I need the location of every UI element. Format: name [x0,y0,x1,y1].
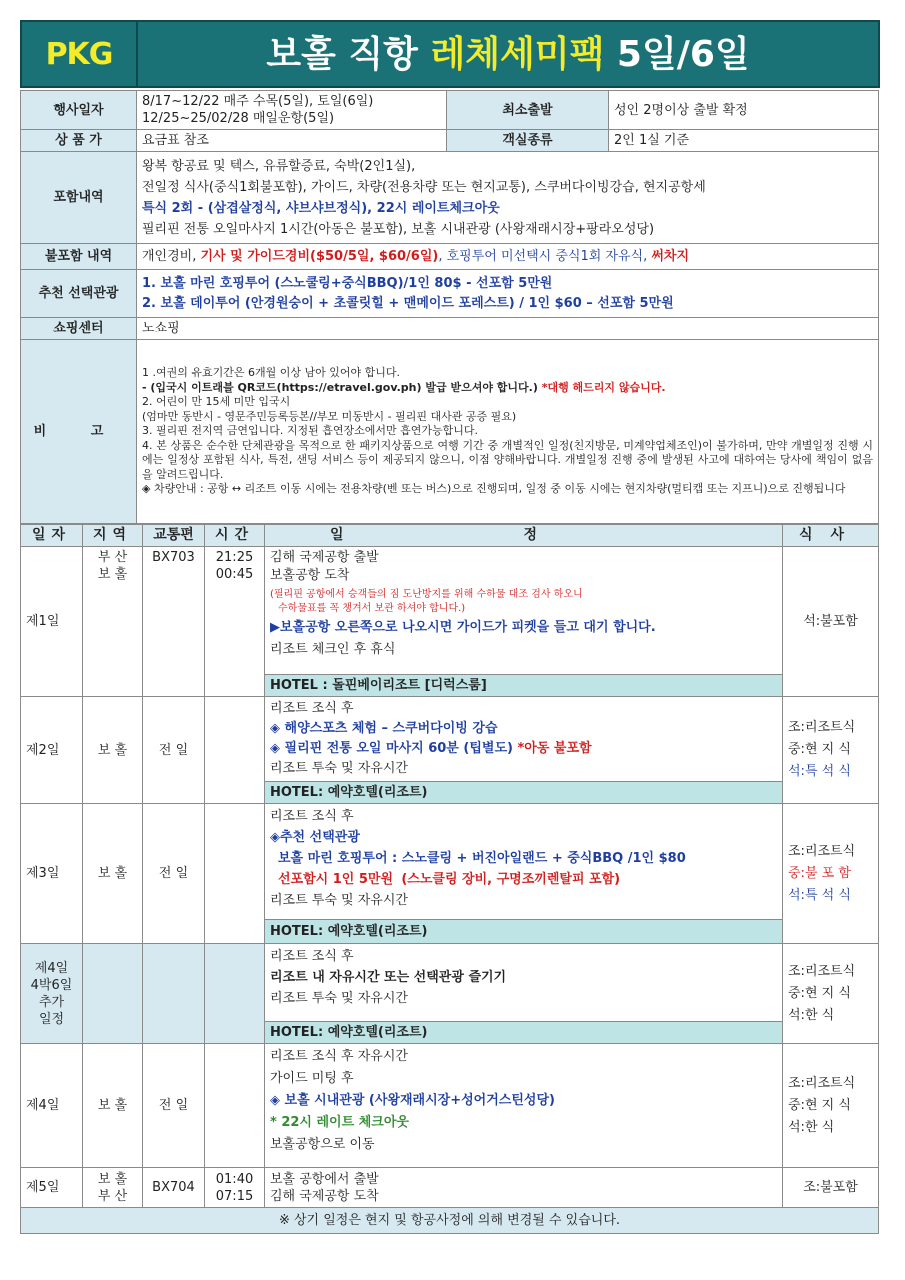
info-table [20,90,879,524]
day3-line-3: 보홀 마린 호핑투어 : 스노클링 + 버진아일랜드 + 중식BBQ /1인 $80 [278,851,686,866]
shopping-value: 노쇼핑 [137,318,879,340]
day4x-breakfast: 조:리조트식 [788,963,856,979]
optional-tour-2: 2. 보홀 데이투어 (안경원숭이 + 초콜릿힐 + 맨메이드 포레스트) / 1인 $60 – 선포함 5만원 [142,295,674,311]
col-day: 일자 [21,525,83,547]
day3-meal [783,804,879,944]
day1-line-6: 리조트 체크인 후 휴식 [270,642,396,657]
day2-label: 제2일 [21,697,83,804]
day1-region-from: 부 산 [97,550,128,565]
note-passport: 1 .여권의 유효기간은 6개월 이상 남아 있어야 합니다. [142,366,400,380]
day4-breakfast: 조:리조트식 [788,1075,856,1091]
day2-hotel: HOTEL: 예약호텔(리조트) [265,782,783,804]
note-vehicle: ◈ 차량안내 : 공항 ↔ 리조트 이동 시에는 전용차량(벤 또는 버스)으로 진행되며, 일정 중 이동 시에는 현지차량(멀티캡 또는 지프니)으로 진행됩니다 [142,482,846,496]
day2-line-4: 리조트 투숙 및 자유시간 [270,761,408,776]
day5-flight: BX704 [143,1168,205,1208]
day4x-dinner: 석:한 식 [788,1007,835,1023]
shopping-label: 쇼핑센터 [21,318,137,340]
excluded-personal: 개인경비, [142,249,201,264]
optional-tour-1: 1. 보홀 마린 호핑투어 (스노쿨링+중식BBQ)/1인 80$ - 선포함 5만원 [142,275,553,291]
page-title [137,21,879,87]
day4-label: 제4일 [21,1044,83,1168]
included-line-4: 필리핀 전통 오일마사지 1시간(아동은 불포함), 보홀 시내관광 (사왕재래시장+팡라오성당) [142,221,655,237]
day1-line-2: 보홀공항 도착 [270,568,350,583]
day3-hotel: HOTEL: 예약호텔(리조트) [265,920,783,944]
day4-transport: 전 일 [143,1044,205,1168]
col-meal: 식사 [783,525,879,547]
included-line-2: 전일정 식사(중식1회불포함), 가이드, 차량(전용차량 또는 현지교통), 스쿠버다이빙강습, 현지공항세 [142,179,706,195]
day2-child-note: *아동 불포함 [517,741,592,756]
day3-dinner: 석:특 석 식 [788,887,851,903]
day5-region-from: 보 홀 [97,1171,128,1187]
excluded-value [137,244,879,270]
day3-label: 제3일 [21,804,83,944]
included-line-3: 특식 2회 - (삼겹살정식, 샤브샤브정식), 22시 레이트체크아웃 [142,200,500,216]
col-region: 지역 [83,525,143,547]
day3-prepay: 선포함시 1인 5만원 [278,872,394,887]
included-line-1: 왕복 항공료 및 텍스, 유류할증료, 숙박(2인1실), [142,158,416,174]
day1-time-depart: 21:25 [215,550,254,565]
notes-label: 비 고 [21,340,137,524]
notes-value [137,340,879,524]
day4-meal [783,1044,879,1168]
day4-dinner: 석:한 식 [788,1119,835,1135]
dates-line-1: 8/17~12/22 매주 수목(5일), 토일(6일) [142,94,374,109]
note-smoking: 3. 필리핀 전지역 금연입니다. 지정된 흡연장소에서만 흡연가능합니다. [142,424,478,438]
price-value: 요금표 참조 [137,130,447,152]
day4x-line-1: 리조트 조식 후 [270,949,354,964]
header-table [20,20,880,88]
day4-time [205,1044,265,1168]
day5-time [205,1168,265,1208]
day4-line-5: 보홀공항으로 이동 [270,1137,375,1152]
excluded-guide-fee: 기사 및 가이드경비($50/5일, $60/6일) [200,249,439,264]
title-days: 5일/6일 [616,33,750,75]
optional-tour-label: 추천 선택관광 [21,270,137,318]
day4x-label [21,944,83,1044]
day4-lunch: 중:현 지 식 [788,1097,851,1113]
day5-time-depart: 01:40 [215,1171,254,1187]
day2-massage: ◈ 필리핀 전통 오일 마사지 60분 (팁별도) [270,741,518,756]
dates-value [137,91,447,130]
room-type-value: 2인 1실 기준 [609,130,879,152]
day3-line-2: ◈추천 선택관광 [270,830,360,845]
day4-line-3: ◈ 보홀 시내관광 (사왕재래시장+성어거스틴성당) [270,1093,555,1108]
day5-meal: 조:불포함 [783,1168,879,1208]
day1-line-4: 수하물표를 꼭 챙겨서 보관 하셔야 합니다.) [278,603,466,614]
day1-region-to: 보 홀 [97,567,128,582]
day4x-hotel: HOTEL: 예약호텔(리조트) [265,1022,783,1044]
day1-line-1: 김해 국제공항 출발 [270,550,379,565]
dates-line-2: 12/25~25/02/28 매일운항(5일) [142,111,335,126]
day2-plan [265,697,783,782]
note-etravel [142,381,873,396]
day5-plan [265,1168,783,1208]
note-child-docs: (엄마만 동반시 - 영문주민등록등본//부모 미동반시 - 필리핀 대사관 공증 필요) [142,409,517,423]
itinerary-document [20,20,878,1234]
col-transport: 교통편 [143,525,205,547]
day3-lunch: 중:불 포 함 [788,865,851,881]
day5-label: 제5일 [21,1168,83,1208]
day3-plan [265,804,783,920]
day4x-line-2: 리조트 내 자유시간 또는 선택관광 즐기기 [270,970,507,985]
day2-line-2: ◈ 해양스포츠 체험 – 스쿠버다이빙 강습 [270,721,498,736]
included-label: 포함내역 [21,152,137,244]
day4-region: 보 홀 [83,1044,143,1168]
day4x-label-2: 4박6일 [30,977,73,993]
schedule-table [20,524,879,1234]
title-product: 레체세미팩 [430,33,605,75]
day3-line-4 [270,869,777,890]
day2-line-1: 리조트 조식 후 [270,701,354,716]
day4x-lunch: 중:현 지 식 [788,985,851,1001]
note-child: 2. 어린이 만 15세 미만 입국시 [142,395,291,409]
pkg-badge: PKG [21,21,137,87]
day4-plan [265,1044,783,1168]
day1-flight: BX703 [143,547,205,697]
day4-line-1: 리조트 조식 후 자유시간 [270,1049,408,1064]
title-route: 보홀 직항 [266,33,418,75]
day4x-label-3: 추가 [38,994,65,1010]
day3-prepay-note: (스노클링 장비, 구명조끼렌탈피 포함) [401,872,621,887]
day3-line-1: 리조트 조식 후 [270,809,354,824]
day1-meal: 석:불포함 [783,547,879,697]
day3-breakfast: 조:리조트식 [788,843,856,859]
day3-time [205,804,265,944]
day4x-meal [783,944,879,1044]
day2-time [205,697,265,804]
min-departure-value: 성인 2명이상 출발 확정 [609,91,879,130]
day4x-time [205,944,265,1044]
excluded-surcharge: 써차지 [651,249,690,264]
day5-line-2: 김해 국제공항 도착 [270,1188,379,1204]
day1-line-5: ▶보홀공항 오른쪽으로 나오시면 가이드가 피켓을 들고 대기 합니다. [270,620,656,635]
day4x-label-4: 일정 [38,1011,65,1027]
day2-dinner: 석:특 석 식 [788,764,851,779]
day1-time [205,547,265,697]
day5-region [83,1168,143,1208]
day3-line-5: 리조트 투숙 및 자유시간 [270,893,408,908]
col-plan: 일정 [265,525,783,547]
price-label: 상 품 가 [21,130,137,152]
day2-lunch: 중:현 지 식 [788,742,851,757]
day5-line-1: 보홀 공항에서 출발 [270,1171,379,1187]
excluded-label: 불포함 내역 [21,244,137,270]
day4x-label-1: 제4일 [34,960,69,976]
day4x-line-3: 리조트 투숙 및 자유시간 [270,991,408,1006]
min-departure-label: 최소출발 [447,91,609,130]
included-value [137,152,879,244]
day5-time-arrive: 07:15 [215,1188,254,1204]
day4x-plan [265,944,783,1022]
day1-label: 제1일 [21,547,83,697]
footer-notice: ※ 상기 일정은 현지 및 항공사정에 의해 변경될 수 있습니다. [21,1208,879,1234]
day4x-transport [143,944,205,1044]
day4-line-4: * 22시 레이트 체크아웃 [270,1115,409,1130]
col-time: 시간 [205,525,265,547]
day5-region-to: 부 산 [97,1188,128,1204]
note-etravel-text: - (입국시 이트래블 QR코드(https://etravel.gov.ph) 발급 받으셔야 합니다.) [142,380,542,394]
day1-line-3: (필리핀 공항에서 승객들의 짐 도난방지를 위해 수하물 대조 검사 하오니 [270,589,583,600]
optional-tour-value [137,270,879,318]
day3-transport: 전 일 [143,804,205,944]
day2-breakfast: 조:리조트식 [788,720,856,735]
day4x-region [83,944,143,1044]
day2-meal [783,697,879,804]
note-group-tour: 4. 본 상품은 순수한 단체관광을 목적으로 한 패키지상품으로 여행 기간 중 개별적인 일정(친지방문, 미계약업체조인)이 불가하며, 만약 개별일정 진행 시에는 일정상 포함된 식사, 특전, 샌딩 서비스 등이 제공되지 않으니, 이점 양해바랍니다. 개별일정 진행 중에 발생된 사고에 대하여는 당사에 책임이 없음을 알려드립니다. [142,438,873,481]
day1-hotel: HOTEL : 돌핀베이리조트 [디럭스룸] [265,675,783,697]
note-etravel-warning: *대행 해드리지 않습니다. [541,380,666,394]
day1-region [83,547,143,697]
dates-label: 행사일자 [21,91,137,130]
day4-line-2: 가이드 미팅 후 [270,1071,354,1086]
room-type-label: 객실종류 [447,130,609,152]
excluded-lunch: , 호핑투어 미선택시 중식1회 자유식, [438,249,652,264]
day2-region: 보 홀 [83,697,143,804]
day2-transport: 전 일 [143,697,205,804]
day3-region: 보 홀 [83,804,143,944]
day1-plan [265,547,783,675]
day1-time-arrive: 00:45 [215,567,254,582]
day2-line-3 [270,739,777,759]
